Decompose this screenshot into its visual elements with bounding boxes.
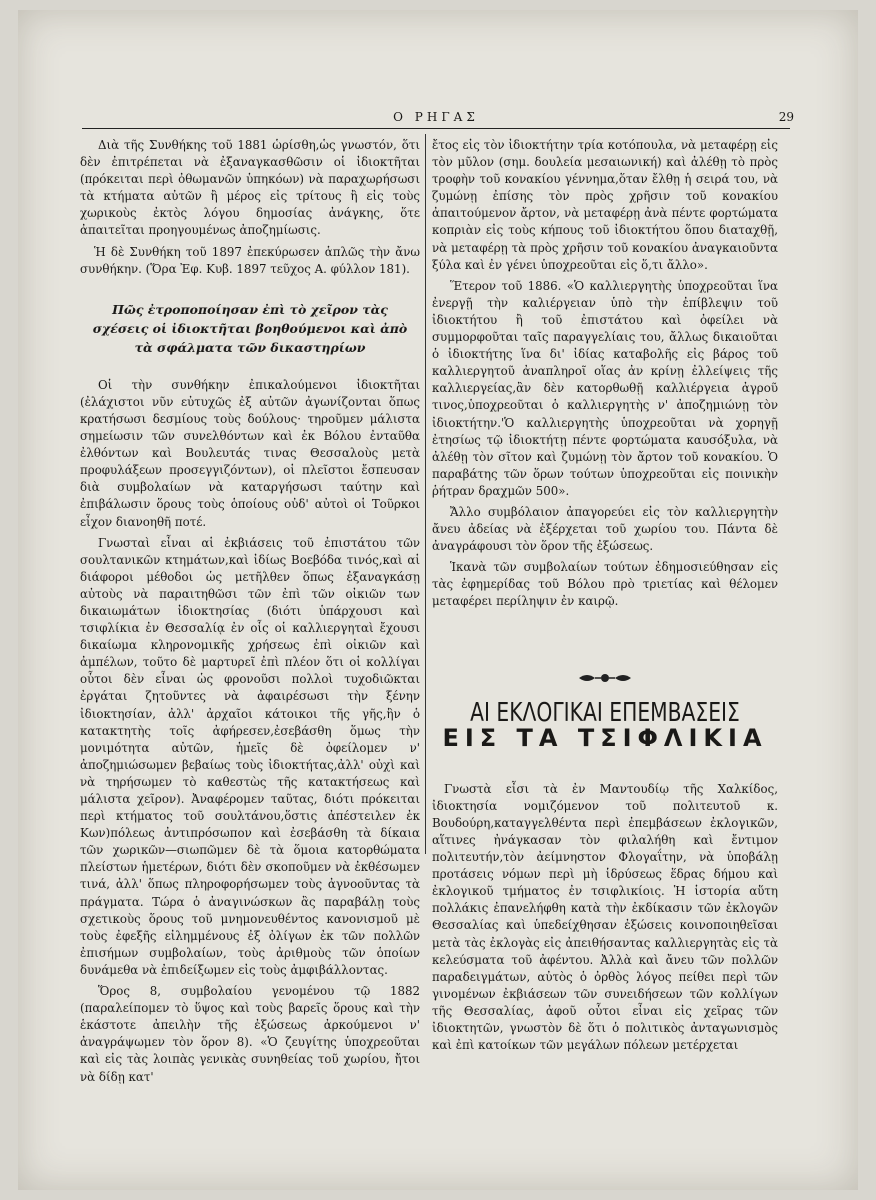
section-subheading: Πῶς ἐτροποποίησαν ἐπὶ τὸ χεῖρον τὰς σχέσεις οἱ ἰδιοκτῆται βοηθούμενοι καὶ ἀπὸ τὰ σφάλματα τῶν δικαστηρίων (92, 301, 408, 355)
paragraph: ἔτος εἰς τὸν ἰδιοκτήτην τρία κοτόπουλα, νὰ μεταφέρῃ εἰς τὸν μῦλον (σημ. δουλεία μεσαιωνική) καὶ ἀλέθῃ τὸ πρὸς τροφὴν τοῦ κονακίου γέννημα,ὅταν ἔλθῃ ἡ σειρά του, νὰ ζυμώνῃ ἐπίσης τὸν πρὸς χρῆσιν τοῦ κονακίου ἀπαιτούμενον ἄρτον, νὰ μεταφέρῃ ἀνὰ πέντε φορτώματα κοπριὰν εἰς τοὺς κήπους τοῦ ἰδιοκτήτου ὅπου διαταχθῇ, νὰ μεταφέρῃ τὰ πρὸς χρῆσιν τοῦ κονακίου ἀναγκαιοῦντα ξύλα καὶ ἐν γένει ὑποχρεοῦται εἰς ὅ,τι ἄλλο». (432, 138, 778, 272)
article-headline: ΑΙ ΕΚΛΟΓΙΚΑΙ ΕΠΕΜΒΑΣΕΙΣ (470, 697, 740, 728)
paragraph: Ἕτερον τοῦ 1886. «Ὁ καλλιεργητὴς ὑποχρεοῦται ἵνα ἐνεργῇ τὴν καλιέργειαν ὑπὸ τὴν ἐπίβλεψιν τοῦ ἰδιοκτήτου ἢ τοῦ ἐπιστάτου καὶ ὀφείλει νὰ συμμορφοῦται ταῖς παραγγελίαις του, ἄλλως δικαιοῦται ὁ ἰδιοκτήτης ἵνα δι' ἰδίας καταβολῆς εἰς βάρος τοῦ καλλιεργητοῦ ἀναπληροῖ οἵας ἀν κρίνῃ ἐλλείψεις τῆς καλλιεργείας,ἂν δὲν κατορθωθῇ καλλιέργεια ἀγροῦ τινος,ὑποχρεοῦται ὁ καλλιεργητὴς ν' ἀποζημιώνῃ τὸν ἰδιοκτήτην.'Ὁ καλλιεργητὴς ὑποχρεοῦται νὰ χορηγῇ ἐτησίως τῷ ἰδιοκτήτῃ πέντε φορτώματα καυσόξυλα, νὰ ἀλέθῃ τὸν σῖτον καὶ ζυμώνῃ τὸν ἄρτον τοῦ κονακίου. Ὁ παραβάτης τῶν ὅρων τούτων ὑποχρεοῦται εἰς ποινικὴν ῥήτραν δραχμῶν 500». (432, 278, 778, 498)
right-column (432, 137, 778, 1058)
publication-title: Ο ΡΗΓΑΣ (393, 110, 479, 124)
paragraph: Ὅρος 8, συμβολαίου γενομένου τῷ 1882 (παραλείπομεν τὸ ὕψος καὶ τοὺς βαρεῖς ὅρους καὶ τὴν ἑκάστοτε ἀπειλὴν τῆς ἐξώσεως ἀρκούμενοι ν' ἀναγράψωμεν τὸν ὅρον 8). «Ὁ ζευγίτης ὑποχρεοῦται καὶ εἰς τὰς λοιπὰς γενικὰς συνηθείας τοῦ χωρίου, ἤτοι νὰ δίδῃ κατ' (80, 984, 420, 1084)
page-number: 29 (778, 110, 794, 124)
paragraph: Ἡ δὲ Συνθήκη τοῦ 1897 ἐπεκύρωσεν ἁπλῶς τὴν ἄνω συνθήκην. (Ὅρα Ἐφ. Κυβ. 1897 τεῦχος Α. φύλλον 181). (80, 244, 420, 276)
paragraph: Οἱ τὴν συνθήκην ἐπικαλούμενοι ἰδιοκτῆται (ἐλάχιστοι νῦν εὐτυχῶς ἐξ αὐτῶν ἀγωνίζονται ὅπως κρατήσωσι δεσμίους τοὺς δούλους· τηροῦμεν μάλιστα σημείωσιν τῶν συνελθόντων καὶ ἐκ Βόλου ἐνταῦθα ἐλθόντων καὶ Βουλευτάς τινας Θεσσαλοὺς μετὰ προφυλάξεων προσεγγιζόντων), οἱ πλεῖστοι ἔσπευσαν διὰ συμβολαίων νὰ καταργήσωσι ταύτην καὶ ἐπιβάλωσιν ὅρους τοὺς ὁποίους οὐδ' αὐτοὶ οἱ Τοῦρκοι εἶχον διανοηθῆ ποτέ. (80, 377, 420, 529)
newspaper-page (18, 10, 858, 1190)
ornament-divider (432, 671, 778, 687)
column-divider (425, 134, 426, 854)
article-subheadline: ΕΙΣ ΤΑ ΤΣΙΦΛΙΚΙΑ (442, 723, 768, 752)
article-body (432, 781, 778, 1055)
paragraph: Ἱκανὰ τῶν συμβολαίων τούτων ἐδημοσιεύθησαν εἰς τὰς ἐφημερίδας τοῦ Βόλου πρὸ τριετίας καὶ θέλομεν μεταφέρει περίληψιν ἐν καιρῷ. (432, 560, 778, 609)
running-header (82, 110, 794, 129)
paragraph: Γνωστὰ εἶσι τὰ ἐν Μαντουδίῳ τῆς Χαλκίδος, ἰδιοκτησία νομιζόμενον τοῦ πολιτευτοῦ κ. Βουδούρη,καταγγελθέντα περὶ ἐπεμβάσεων ἐκλογικῶν, αἵτινες ἠνάγκασαν τὸν φιλαλήθη καὶ ἔντιμον πολιτευτήν,τὸν ἀείμνηστον Φλογαΐτην, νὰ ὑποβάλῃ προτάσεις νόμων περὶ μὴ ἱδρύσεως ἕδρας δήμου καὶ ἐκλογικοῦ τμήματος ἐν τσιφλικίοις. Ἡ ἱστορία αὕτη πολλάκις ἐπανελήφθη κατὰ τὴν ἐκδίκασιν τῶν ἐκλογῶν Θεσσαλίας καὶ ὑπεδείχθησαν ἐξώσεις κοινοποιηθεῖσαι μετὰ τὰς ἐκλογὰς εἰς ἀπειθήσαντας καλλιεργητὰς εἰς τὰ κελεύσματα τοῦ ἀφέντου. Ἀλλὰ καὶ ἄνευ τῶν πολλῶν παραδειγμάτων, αὐτὸς ὁ ὀρθὸς λόγος πείθει περὶ τῶν γινομένων ἐκβιάσεων τῶν συνειδήσεων τῶν κολλίγων τῆς Θεσσαλίας, ἀφοῦ οὗτοι εἶναι εἰς χεῖρας τῶν ἰδιοκτητῶν, γνωστὸν δὲ ὅτι ὁ πολιτικὸς ἀνταγωνισμὸς καὶ ἐπὶ κατοίκων τῶν μεγάλων πόλεων μετέρχεται (432, 781, 778, 1053)
ornament-icon (577, 671, 633, 685)
paragraph: Γνωσταὶ εἶναι αἱ ἐκβιάσεις τοῦ ἐπιστάτου τῶν σουλτανικῶν κτημάτων,καὶ ἰδίως Βοεβόδα τινός,καὶ αἱ διάφοροι μέθοδοι ὡς μετῆλθεν ὅπως ἐξαναγκάσῃ αὐτοὺς νὰ παραιτηθῶσι τῶν ἐπὶ τῶν οἰκιῶν των δικαιωμάτων ἰδιοκτησίας (διότι ὑπάρχουσι καὶ τσιφλίκια ἐν Θεσσαλίᾳ ἐν οἷς οἱ καλλιεργηταὶ ἔχουσι δικαίωμα κληρονομικῆς χρήσεως ἐπὶ οἰκιῶν καὶ ἀμπέλων, τοῦτο δὲ μαρτυρεῖ ἐπὶ πλέον ὅτι οἱ κολλίγαι οὗτοι δὲν εἶναι ὡς φρονοῦσι πολλοὶ τυχοδιῶκται ἐργάται ζητοῦντες νὰ ἀφαιρέσωσι τὴν ξένην ἰδιοκτησίαν, ἀλλ' ἀρχαῖοι κάτοικοι τῆς γῆς,ἣν ὁ κατακτητὴς τοῖς ἀφήρεσεν,ἐσεβάσθη ὅμως τὴν μονιμότητα αὐτῶν, ἡμεῖς δὲ ὀφείλομεν ν' ἀποζημιώσωμεν βεβαίως τοὺς ἰδιοκτήτας,ἀλλ' οὐχὶ καὶ νὰ τηρήσωμεν τὸ καθεστὼς τῆς κατακτήσεως καὶ μάλιστα χεῖρον). Ἀναφέρομεν ταῦτας, διότι πρόκειται περὶ κτήματος τοῦ σουλτάνου,ὅστις ἀπέστειλεν ἐκ Κων)πόλεως ἀντιπρόσωπον καὶ ἐσεβάσθη τὰ δίκαια τῶν χωρικῶν—σιωπῶμεν δὲ τὰ ὅμοια κατορθώματα πλείστων ἡμετέρων, διότι δὲν σκοποῦμεν νὰ ἐκθέσωμεν τινά, ἀλλ' ὅπως πληροφορήσωμεν τοὺς ἀγνοοῦντας τὰ πράγματα. Τώρα ὁ ἀναγινώσκων ἂς παραβάλῃ τοὺς σχετικοὺς ὅρους τοῦ μνημονευθέντος κανονισμοῦ μὲ τοὺς ἐφεξῆς εἰλημμένους ἐξ ὀλίγων ἐκ τῶν πολλῶν ἐπισήμων συμβολαίων, τοὺς ἀριθμοὺς τῶν ὁποίων δυνάμεθα νὰ ἐπιδείξωμεν εἰς τοὺς ἀμφιβάλλοντας. (80, 535, 420, 977)
paragraph: Ἄλλο συμβόλαιον ἀπαγορεύει εἰς τὸν καλλιεργητὴν ἄνευ ἀδείας νὰ ἐξέρχεται τοῦ χωρίου του. Πάντα δὲ ἀναγράφουσι τὸν ὅρον τῆς ἐξώσεως. (432, 504, 778, 554)
paragraph: Διὰ τῆς Συνθήκης τοῦ 1881 ὡρίσθη,ὡς γνωστόν, ὅτι δὲν ἐπιτρέπεται νὰ ἐξαναγκασθῶσιν οἱ ἰδιοκτῆται (πρόκειται περὶ ὀθωμανῶν ὑπηκόων) νὰ παραχωρήσωσι τὰ κτήματα αὐτῶν ἢ μέρος εἰς τρίτους ἢ εἰς τοὺς χωρικοὺς ἐκτὸς λόγου δημοσίας ἀνάγκης, ὅτε ἀπαιτεῖται προηγουμένως ἀποζημίωσις. (80, 138, 420, 238)
left-column (80, 137, 420, 1090)
